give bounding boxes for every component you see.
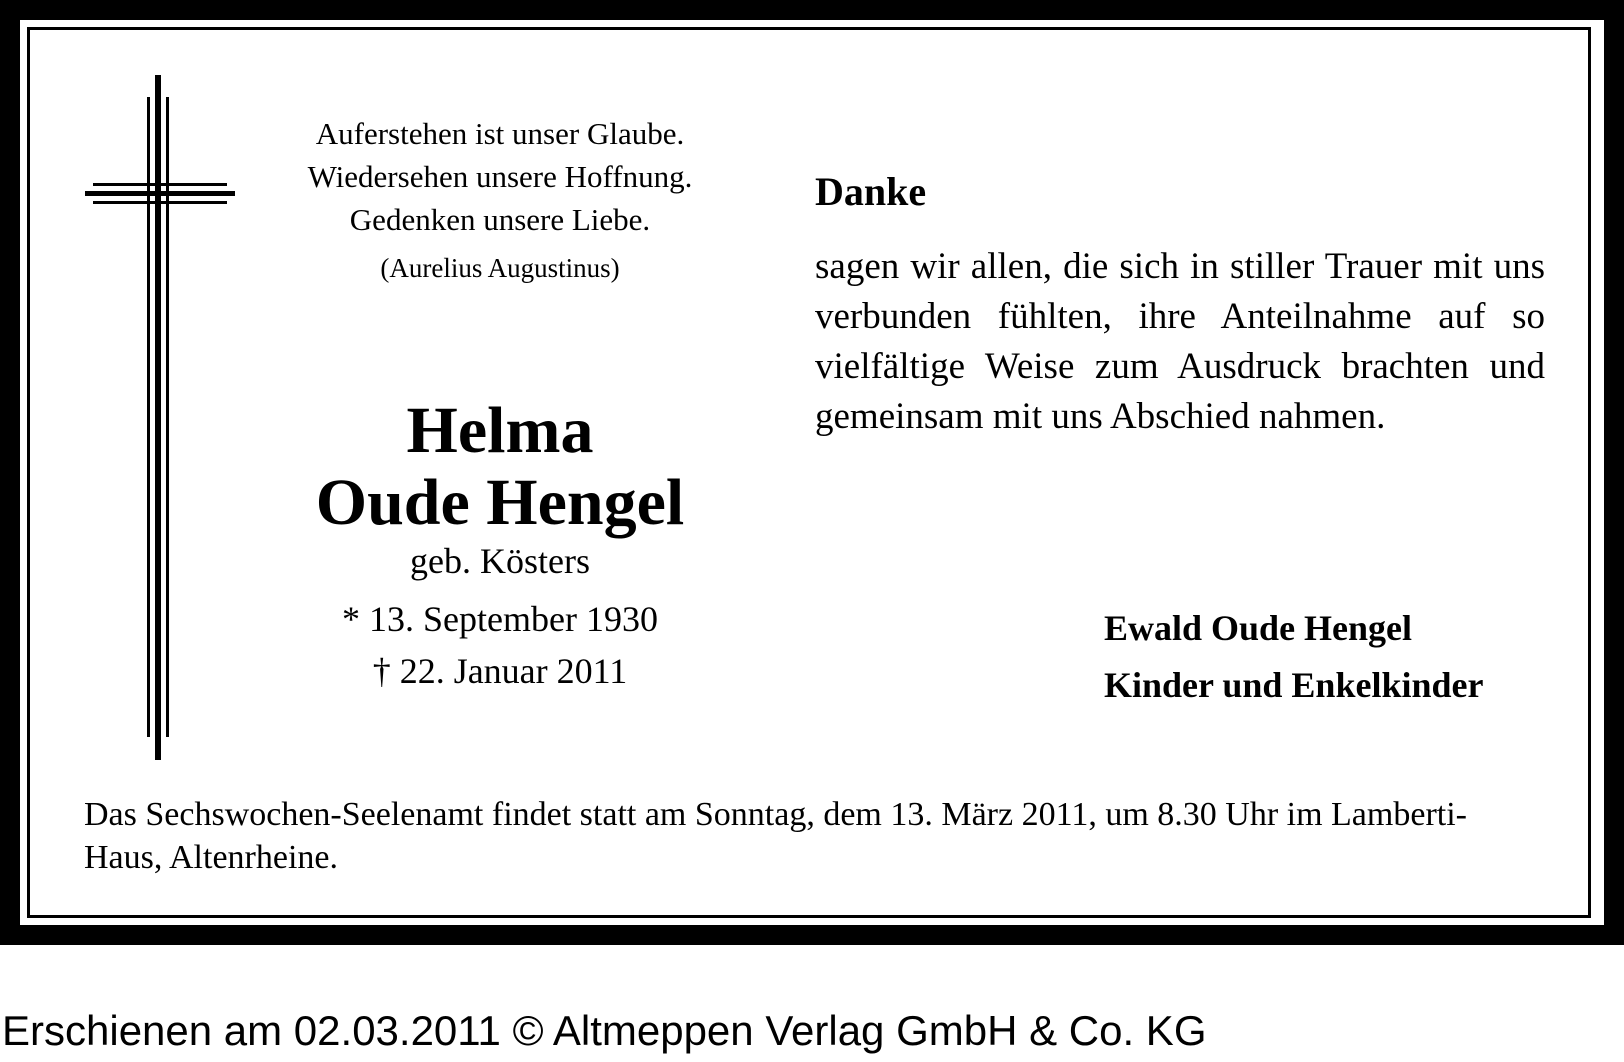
life-dates xyxy=(240,593,760,697)
quote-author: (Aurelius Augustinus) xyxy=(380,253,620,283)
birth-date: * 13. September 1930 xyxy=(342,599,658,639)
signer-line-1: Ewald Oude Hengel xyxy=(1104,608,1413,648)
deceased-block xyxy=(240,395,760,697)
cross-icon xyxy=(85,75,235,760)
thanks-text: sagen wir allen, die sich in stiller Trauer mit uns verbunden fühlten, ihre Anteilnahme auf so vielfältige Weise zum Ausdruck brachten und gemeinsam mit uns Abschied nahmen. xyxy=(815,246,1545,437)
memorial-quote xyxy=(240,112,760,287)
signers xyxy=(1104,600,1483,714)
deceased-birth-name: geb. Kösters xyxy=(410,541,590,581)
signer-line-2: Kinder und Enkelkinder xyxy=(1104,665,1484,705)
quote-line-2: Wiedersehen unsere Hoffnung. xyxy=(307,159,693,194)
thanks-title: Danke xyxy=(815,169,927,214)
deceased-first-name: Helma xyxy=(406,394,594,467)
publication-credit: Erschienen am 02.03.2011 © Altmeppen Verlag GmbH & Co. KG xyxy=(2,1007,1207,1054)
service-note: Das Sechswochen-Seelenamt findet statt am Sonntag, dem 13. März 2011, um 8.30 Uhr im Lamberti-Haus, Altenrheine. xyxy=(84,796,1467,876)
death-date: † 22. Januar 2011 xyxy=(372,651,628,691)
quote-line-1: Auferstehen ist unser Glaube. xyxy=(315,116,685,151)
quote-line-3: Gedenken unsere Liebe. xyxy=(349,202,651,237)
deceased-last-name: Oude Hengel xyxy=(315,466,685,539)
